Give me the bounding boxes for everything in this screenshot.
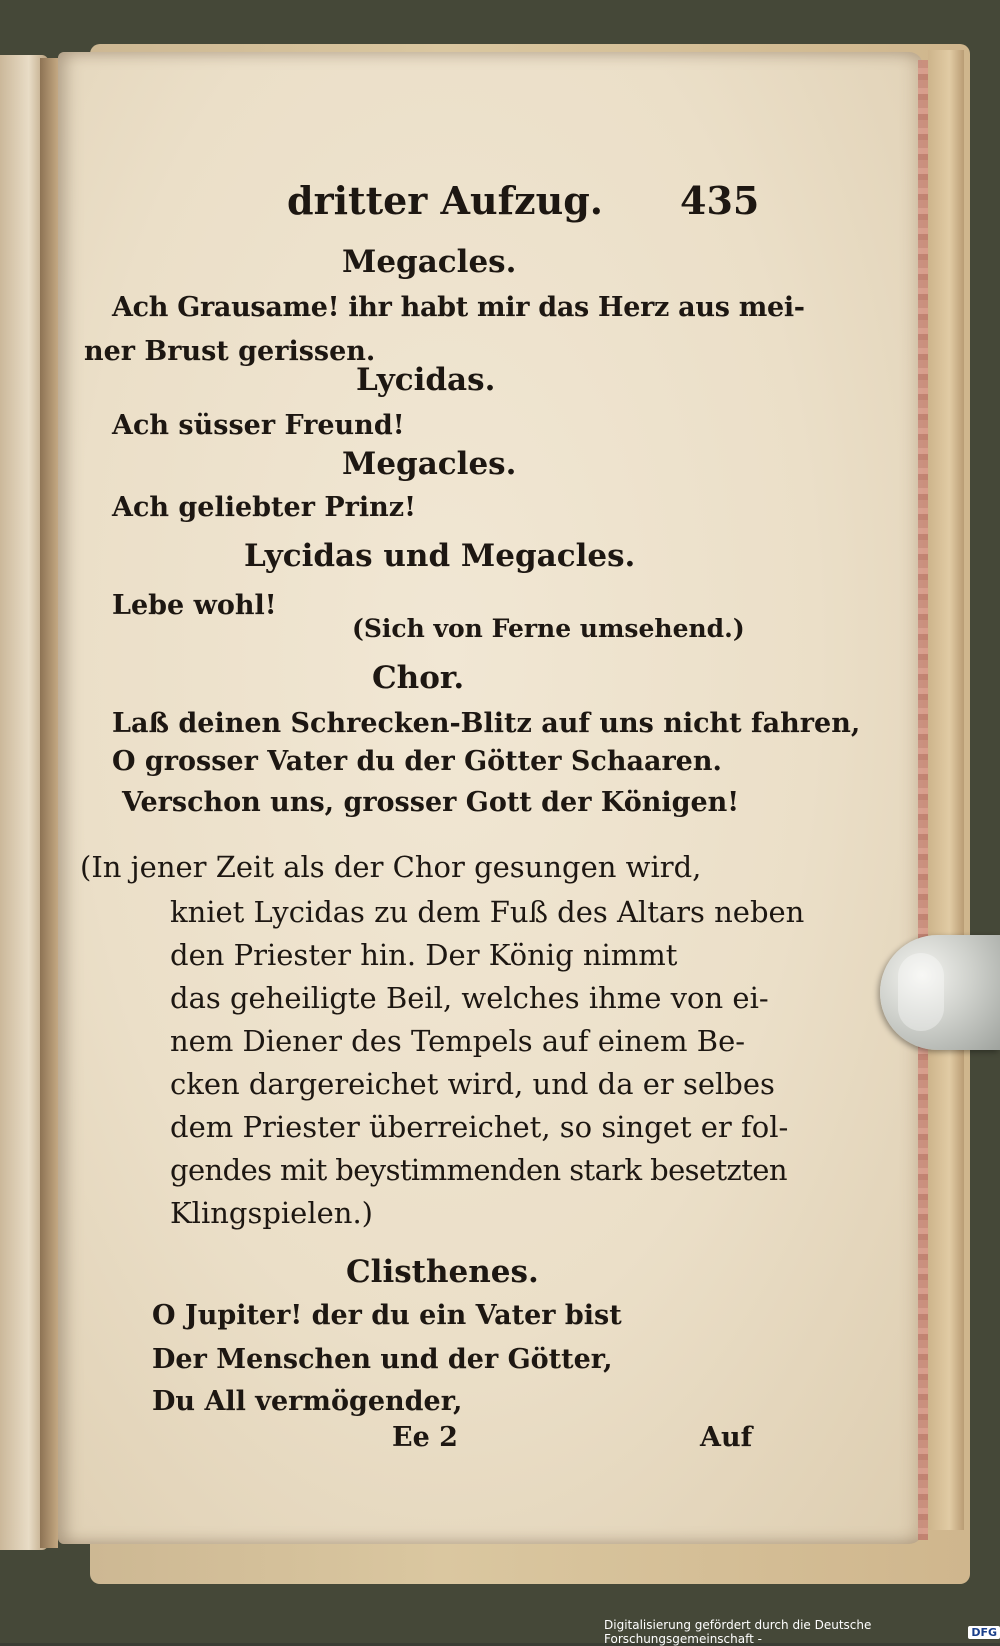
- verse-line: Ach geliebter Prinz!: [112, 492, 416, 523]
- verse-line: Laß deinen Schrecken-Blitz auf uns nicht fahren,: [112, 708, 861, 739]
- digitization-text: Digitalisierung gefördert durch die Deutsche Forschungsgemeinschaft -: [604, 1618, 872, 1646]
- page-stack-edge: [928, 50, 964, 1530]
- verse-line: Der Menschen und der Götter,: [152, 1344, 613, 1375]
- digitization-notice: [604, 1618, 1000, 1646]
- dfg-logo: DFG: [968, 1626, 1000, 1639]
- page-clip: [880, 935, 1000, 1050]
- book-gutter: [40, 58, 58, 1548]
- stage-direction-line: nem Diener des Tempels auf einem Be-: [170, 1024, 746, 1058]
- stage-direction-line: den Priester hin. Der König nimmt: [170, 938, 678, 972]
- speaker-name: Lycidas und Megacles.: [244, 538, 636, 574]
- speaker-name: Chor.: [372, 660, 465, 696]
- speaker-name: Clisthenes.: [346, 1254, 539, 1290]
- red-page-edge: [918, 60, 928, 1540]
- stage-direction-line: Klingspielen.): [170, 1196, 373, 1230]
- verse-line: Lebe wohl!: [112, 590, 277, 621]
- stage-direction-line: dem Priester überreichet, so singet er fol-: [170, 1110, 789, 1144]
- speaker-name: Lycidas.: [356, 362, 496, 398]
- verse-line: O grosser Vater du der Götter Schaaren.: [112, 746, 722, 777]
- stage-direction-line: (In jener Zeit als der Chor gesungen wird,: [80, 850, 702, 884]
- page-number: 435: [680, 178, 760, 223]
- speaker-name: Megacles.: [342, 446, 517, 482]
- stage-direction-line: cken dargereichet wird, und da er selbes: [170, 1067, 775, 1101]
- printer-signature: Ee 2: [392, 1422, 458, 1453]
- catchword: Auf: [700, 1422, 753, 1453]
- stage-direction-line: gendes mit beystimmenden stark besetzten: [170, 1153, 787, 1187]
- running-head: dritter Aufzug.: [287, 178, 604, 223]
- stage-direction: (Sich von Ferne umsehend.): [352, 614, 745, 643]
- verse-line: Du All vermögender,: [152, 1386, 463, 1417]
- stage-direction-line: kniet Lycidas zu dem Fuß des Altars neben: [170, 895, 805, 929]
- verse-line: Ach Grausame! ihr habt mir das Herz aus mei-: [112, 292, 805, 323]
- verse-line: Ach süsser Freund!: [112, 410, 405, 441]
- speaker-name: Megacles.: [342, 244, 517, 280]
- stage-direction-line: das geheiligte Beil, welches ihme von ei-: [170, 981, 769, 1015]
- verse-line: Verschon uns, grosser Gott der Königen!: [122, 787, 740, 818]
- verse-line: O Jupiter! der du ein Vater bist: [152, 1300, 622, 1331]
- verse-line: ner Brust gerissen.: [84, 336, 376, 367]
